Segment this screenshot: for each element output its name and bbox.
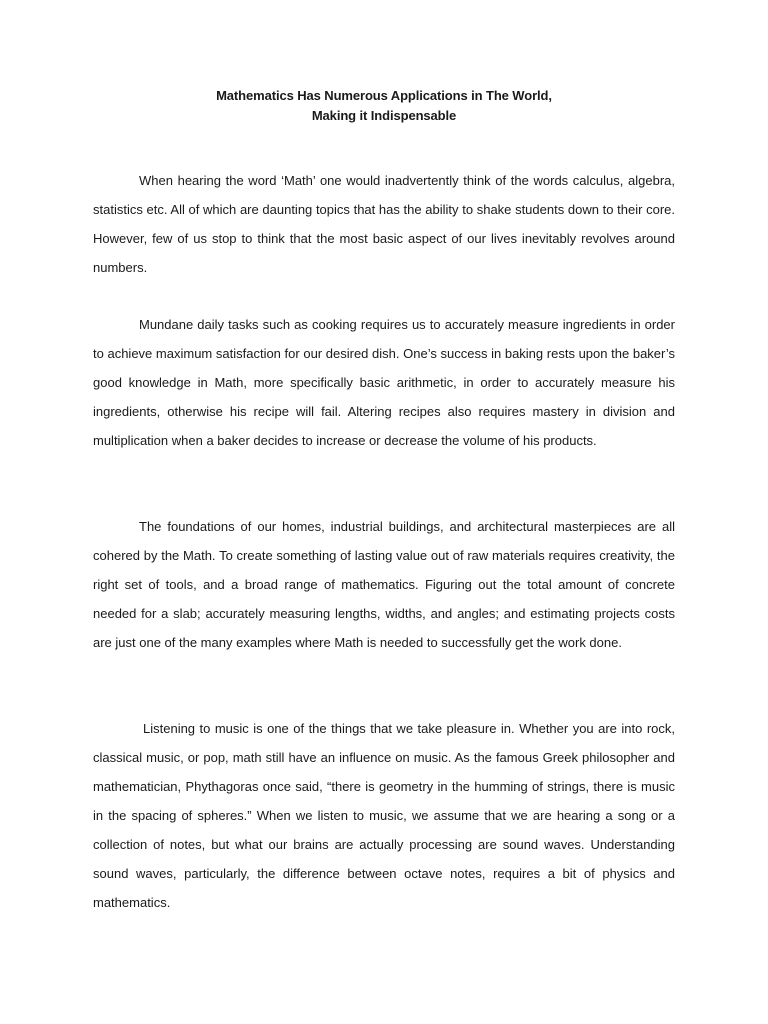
document-title bbox=[0, 86, 768, 126]
paragraph-2: Mundane daily tasks such as cooking requires us to accurately measure ingredients in order to achieve maximum satisfaction for our desired dish. One’s success in baking rests upon the baker’s good knowledge in Math, more specifically basic arithmetic, in order to accurately measure his ingredients, otherwise his recipe will fail. Altering recipes also requires mastery in division and multiplication when a baker decides to increase or decrease the volume of his products. bbox=[93, 317, 675, 448]
paragraph-3: The foundations of our homes, industrial buildings, and architectural masterpieces are all cohered by the Math. To create something of lasting value out of raw materials requires creativity, the right set of tools, and a broad range of mathematics. Figuring out the total amount of concrete needed for a slab; accurately measuring lengths, widths, and angles; and estimating projects costs are just one of the many examples where Math is needed to successfully get the work done. bbox=[93, 519, 675, 650]
paragraph-1: When hearing the word ‘Math’ one would inadvertently think of the words calculus, algebra, statistics etc. All of which are daunting topics that has the ability to shake students down to their core. However, few of us stop to think that the most basic aspect of our lives inevitably revolves around numbers. bbox=[93, 173, 675, 275]
paragraph-4: Listening to music is one of the things that we take pleasure in. Whether you are into rock, classical music, or pop, math still have an influence on music. As the famous Greek philosopher and mathematician, Phythagoras once said, “there is geometry in the humming of strings, there is music in the spacing of spheres.” When we listen to music, we assume that we are hearing a song or a collection of notes, but what our brains are actually processing are sound waves. Understanding sound waves, particularly, the difference between octave notes, requires a bit of physics and mathematics. bbox=[93, 721, 675, 910]
title-line-1: Mathematics Has Numerous Applications in The World, bbox=[216, 88, 552, 103]
title-line-2: Making it Indispensable bbox=[311, 108, 457, 123]
